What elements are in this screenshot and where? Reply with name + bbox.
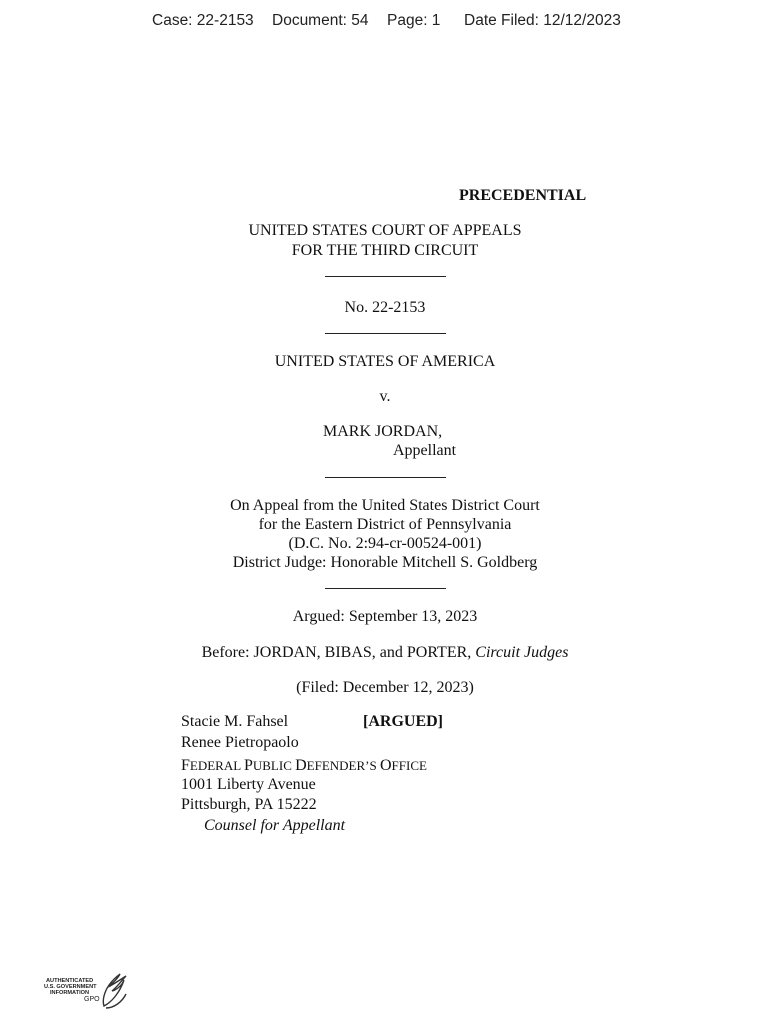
party-plaintiff: UNITED STATES OF AMERICA (274, 353, 496, 370)
seal-line4: GPO (84, 996, 100, 1003)
separator-rule (325, 477, 446, 478)
separator-rule (325, 333, 446, 334)
district-judge: District Judge: Honorable Mitchell S. Goldberg (232, 554, 538, 571)
panel-judges-title: Circuit Judges (475, 644, 569, 661)
panel-judges (0, 644, 770, 662)
party-defendant: MARK JORDAN, (323, 423, 443, 440)
counsel-name-2: Renee Pietropaolo (181, 734, 299, 751)
separator-rule (325, 276, 446, 277)
gpo-authentication-seal (42, 972, 134, 1018)
panel-judges-names: Before: JORDAN, BIBAS, and PORTER, (201, 644, 476, 661)
counsel-role: Counsel for Appellant (204, 817, 346, 834)
seal-line2: U.S. GOVERNMENT (44, 984, 97, 990)
argued-tag: [ARGUED] (363, 713, 443, 730)
court-name-line2: FOR THE THIRD CIRCUIT (291, 242, 479, 259)
appeal-origin-line2: for the Eastern District of Pennsylvania (258, 516, 512, 533)
filed-date: (Filed: December 12, 2023) (296, 679, 474, 696)
appeal-origin-line1: On Appeal from the United States District Court (230, 497, 540, 514)
argued-date: Argued: September 13, 2023 (292, 608, 478, 625)
header-document-number: Document: 54 (272, 12, 369, 29)
seal-line3: INFORMATION (50, 990, 90, 996)
seal-line1: AUTHENTICATED (46, 978, 94, 984)
district-case-number: (D.C. No. 2:94-cr-00524-001) (288, 535, 482, 552)
counsel-name-1: Stacie M. Fahsel (181, 713, 289, 730)
precedential-label: PRECEDENTIAL (459, 187, 587, 204)
counsel-address-street: 1001 Liberty Avenue (181, 776, 316, 793)
header-case-number: Case: 22-2153 (152, 12, 254, 29)
counsel-address-city: Pittsburgh, PA 15222 (181, 796, 317, 813)
docket-number: No. 22-2153 (344, 299, 426, 316)
separator-rule (325, 588, 446, 589)
versus-label: v. (379, 388, 391, 405)
court-name-line1: UNITED STATES COURT OF APPEALS (248, 222, 522, 239)
counsel-office: FEDERAL PUBLIC DEFENDER’S OFFICE (181, 757, 427, 774)
party-defendant-role: Appellant (393, 442, 457, 459)
header-date-filed: Date Filed: 12/12/2023 (464, 12, 621, 29)
header-page-number: Page: 1 (387, 12, 441, 29)
